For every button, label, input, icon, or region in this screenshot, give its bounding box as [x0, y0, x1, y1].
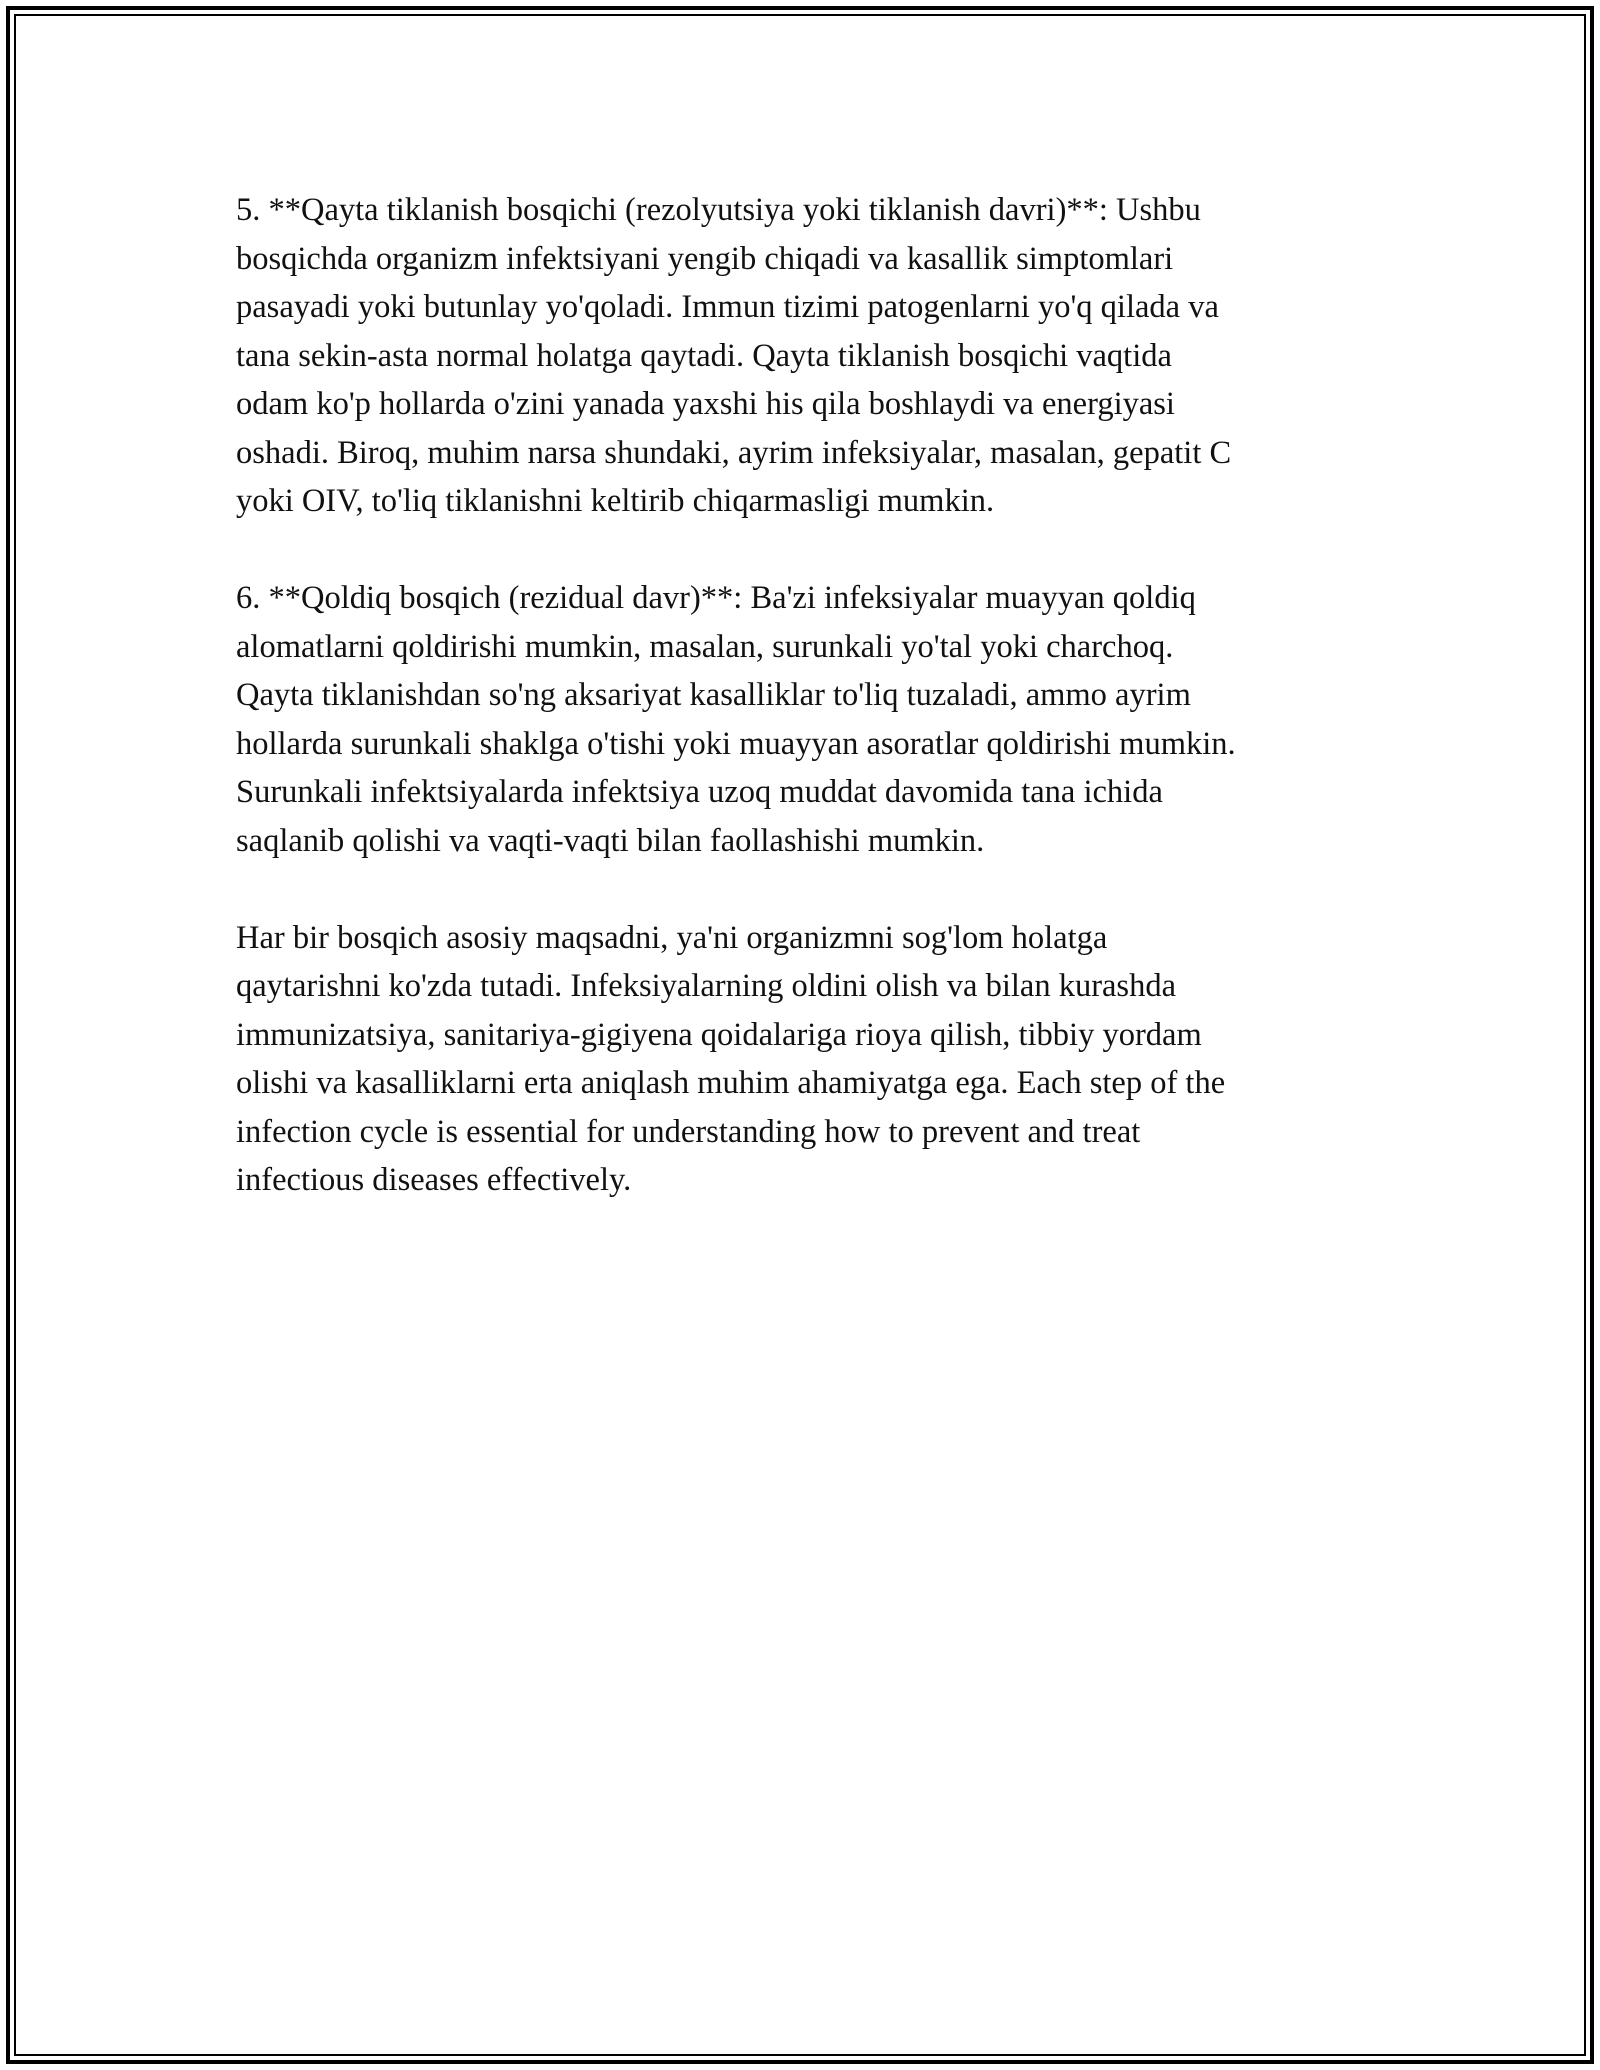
- document-body: [236, 186, 1376, 1253]
- paragraph-stage-5: 5. **Qayta tiklanish bosqichi (rezolyutsiya yoki tiklanish davri)**: Ushbu bosqichda organizm infektsiyani yengib chiqadi va kasallik simptomlari pasayadi yoki butunlay yo'qoladi. Immun tizimi patogenlarni yo'q qilada va tana sekin-asta normal holatga qaytadi. Qayta tiklanish bosqichi vaqtida odam ko'p hollarda o'zini yanada yaxshi his qila boshlaydi va energiyasi oshadi. Biroq, muhim narsa shundaki, ayrim infeksiyalar, masalan, gepatit C yoki OIV, to'liq tiklanishni keltirib chiqarmasligi mumkin.: [236, 192, 1232, 519]
- paragraph-stage-6: 6. **Qoldiq bosqich (rezidual davr)**: Ba'zi infeksiyalar muayyan qoldiq alomatlarni qoldirishi mumkin, masalan, surunkali yo'tal yoki charchoq. Qayta tiklanishdan so'ng aksariyat kasalliklar to'liq tuzaladi, ammo ayrim hollarda surunkali shaklga o'tishi yoki muayyan asoratlar qoldirishi mumkin. Surunkali infektsiyalarda infektsiya uzoq muddat davomida tana ichida saqlanib qolishi va vaqti-vaqti bilan faollashishi mumkin.: [236, 580, 1236, 859]
- paragraph-summary: Har bir bosqich asosiy maqsadni, ya'ni organizmni sog'lom holatga qaytarishni ko'zda tutadi. Infeksiyalarning oldini olish va bilan kurashda immunizatsiya, sanitariya-gigiyena qoidalariga rioya qilish, tibbiy yordam olishi va kasalliklarni erta aniqlash muhim ahamiyatga ega. Each step of the infection cycle is essential for understanding how to prevent and treat infectious diseases effectively.: [236, 919, 1226, 1198]
